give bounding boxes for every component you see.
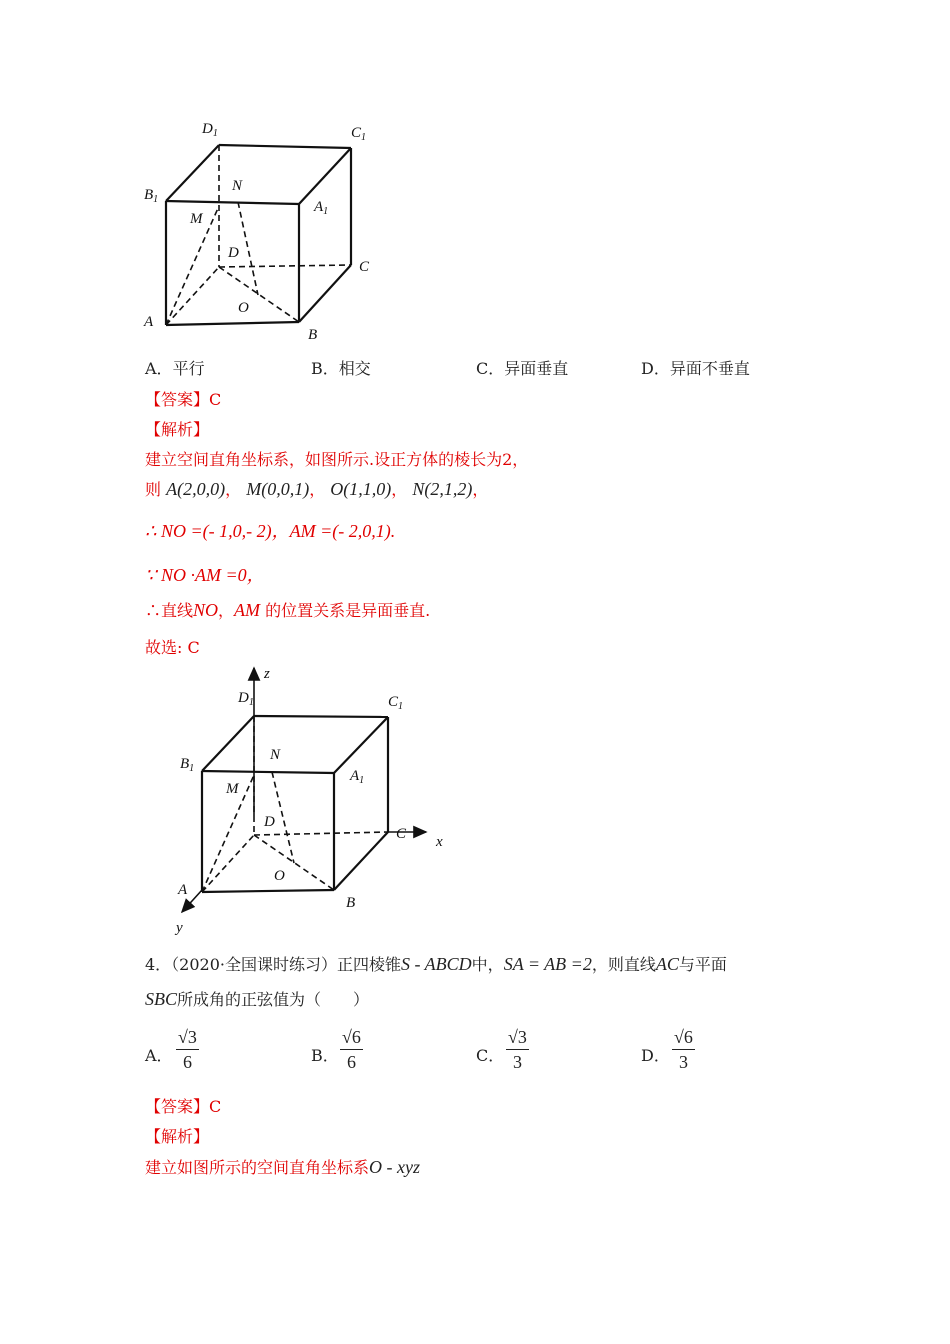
label-O: O xyxy=(274,868,285,884)
label-A1: $A_1$ xyxy=(314,199,329,217)
analysis-line-2: 则 A(2,0,0)， M(0,0,1)， O(1,1,0)， N(2,1,2)， xyxy=(145,479,489,499)
label-B: B xyxy=(346,895,356,911)
label-M: M xyxy=(190,211,203,227)
edge-DC xyxy=(219,265,351,267)
edge-D1C1 xyxy=(219,145,351,148)
edge-CB xyxy=(299,265,351,322)
edge-DC xyxy=(254,832,388,835)
q4-stem-line-1: 4．（2020·全国课时练习）正四棱锥S - ABCD中，SA = AB =2，则直线AC与平面 xyxy=(145,954,727,974)
edge-A1C1 xyxy=(299,148,351,204)
q4-option-b-letter: B． xyxy=(311,1046,339,1065)
option-c: C．异面垂直 xyxy=(476,359,569,378)
q4-option-b-fraction: $\frac{√6}{6}$ xyxy=(342,1027,361,1072)
label-B: B xyxy=(308,327,318,343)
analysis-line-6: 故选: C xyxy=(145,638,200,657)
option-a: A．平行 xyxy=(145,359,205,378)
q4-answer-line: 【答案】C xyxy=(145,1097,222,1116)
q4-analysis-line-1: 建立如图所示的空间直角坐标系O - xyz xyxy=(145,1157,420,1177)
option-d: D．异面不垂直 xyxy=(641,359,750,378)
edge-B1A1 xyxy=(166,201,299,204)
label-C1: $C_1$ xyxy=(351,125,367,143)
edge-B1D1 xyxy=(166,145,219,201)
label-D1: $D_1$ xyxy=(202,121,218,139)
label-z: z xyxy=(264,666,270,682)
label-B1: $B_1$ xyxy=(180,756,195,774)
q4-option-d-letter: D． xyxy=(641,1046,670,1065)
edge-AB xyxy=(202,890,334,892)
label-M: M xyxy=(226,781,239,797)
edge-B1A1 xyxy=(202,771,334,773)
q4-analysis-label: 【解析】 xyxy=(145,1127,210,1146)
q4-option-a-fraction: $\frac{√3}{6}$ xyxy=(178,1027,197,1072)
label-D: D xyxy=(264,814,275,830)
segment-DB xyxy=(219,267,299,322)
cube-figure-1 xyxy=(130,110,400,350)
option-b: B．相交 xyxy=(311,359,371,378)
label-A1: $A_1$ xyxy=(350,768,365,786)
answer-line: 【答案】C xyxy=(145,390,222,409)
label-N: N xyxy=(270,747,281,763)
analysis-line-5: ∴直线NO，AM 的位置关系是异面垂直. xyxy=(145,600,431,620)
label-y: y xyxy=(176,920,183,936)
label-C: C xyxy=(359,259,370,275)
q4-option-a-letter: A． xyxy=(145,1046,173,1065)
label-C1: $C_1$ xyxy=(388,694,404,712)
point-o: O(1,1,0) xyxy=(330,479,392,499)
label-x: x xyxy=(436,834,443,850)
label-D: D xyxy=(228,245,239,261)
edge-AD xyxy=(166,267,219,325)
edge-D1C1 xyxy=(254,716,388,717)
edge-A1C1 xyxy=(334,717,388,773)
label-N: N xyxy=(232,178,243,194)
label-A: A xyxy=(144,314,154,330)
label-A: A xyxy=(178,882,188,898)
analysis-label: 【解析】 xyxy=(145,420,210,439)
point-n: N(2,1,2) xyxy=(412,479,473,499)
label-C: C xyxy=(396,826,407,842)
label-D1: $D_1$ xyxy=(238,690,254,708)
analysis-line-3: ∴ NO =(- 1,0,- 2)，AM =(- 2,0,1). xyxy=(145,521,396,541)
analysis-line-1: 建立空间直角坐标系，如图所示.设正方体的棱长为2， xyxy=(145,450,529,469)
edge-B1D1 xyxy=(202,716,254,771)
q4-option-c-letter: C． xyxy=(476,1046,505,1065)
q4-option-c-fraction: $\frac{√3}{3}$ xyxy=(508,1027,527,1072)
point-m: M(0,0,1) xyxy=(246,479,310,499)
edge-AD xyxy=(202,835,254,892)
segment-NO xyxy=(238,202,258,295)
q4-option-d-fraction: $\frac{√6}{3}$ xyxy=(674,1027,693,1072)
analysis-line-4: ∵ NO ·AM =0， xyxy=(145,565,265,585)
edge-CB xyxy=(334,832,388,890)
q4-stem-line-2: SBC所成角的正弦值为（ ） xyxy=(145,989,370,1009)
edge-AB xyxy=(166,322,299,325)
label-B1: $B_1$ xyxy=(144,187,159,205)
cube-figure-2 xyxy=(160,660,470,940)
label-O: O xyxy=(238,300,249,316)
point-a: A(2,0,0) xyxy=(166,479,226,499)
